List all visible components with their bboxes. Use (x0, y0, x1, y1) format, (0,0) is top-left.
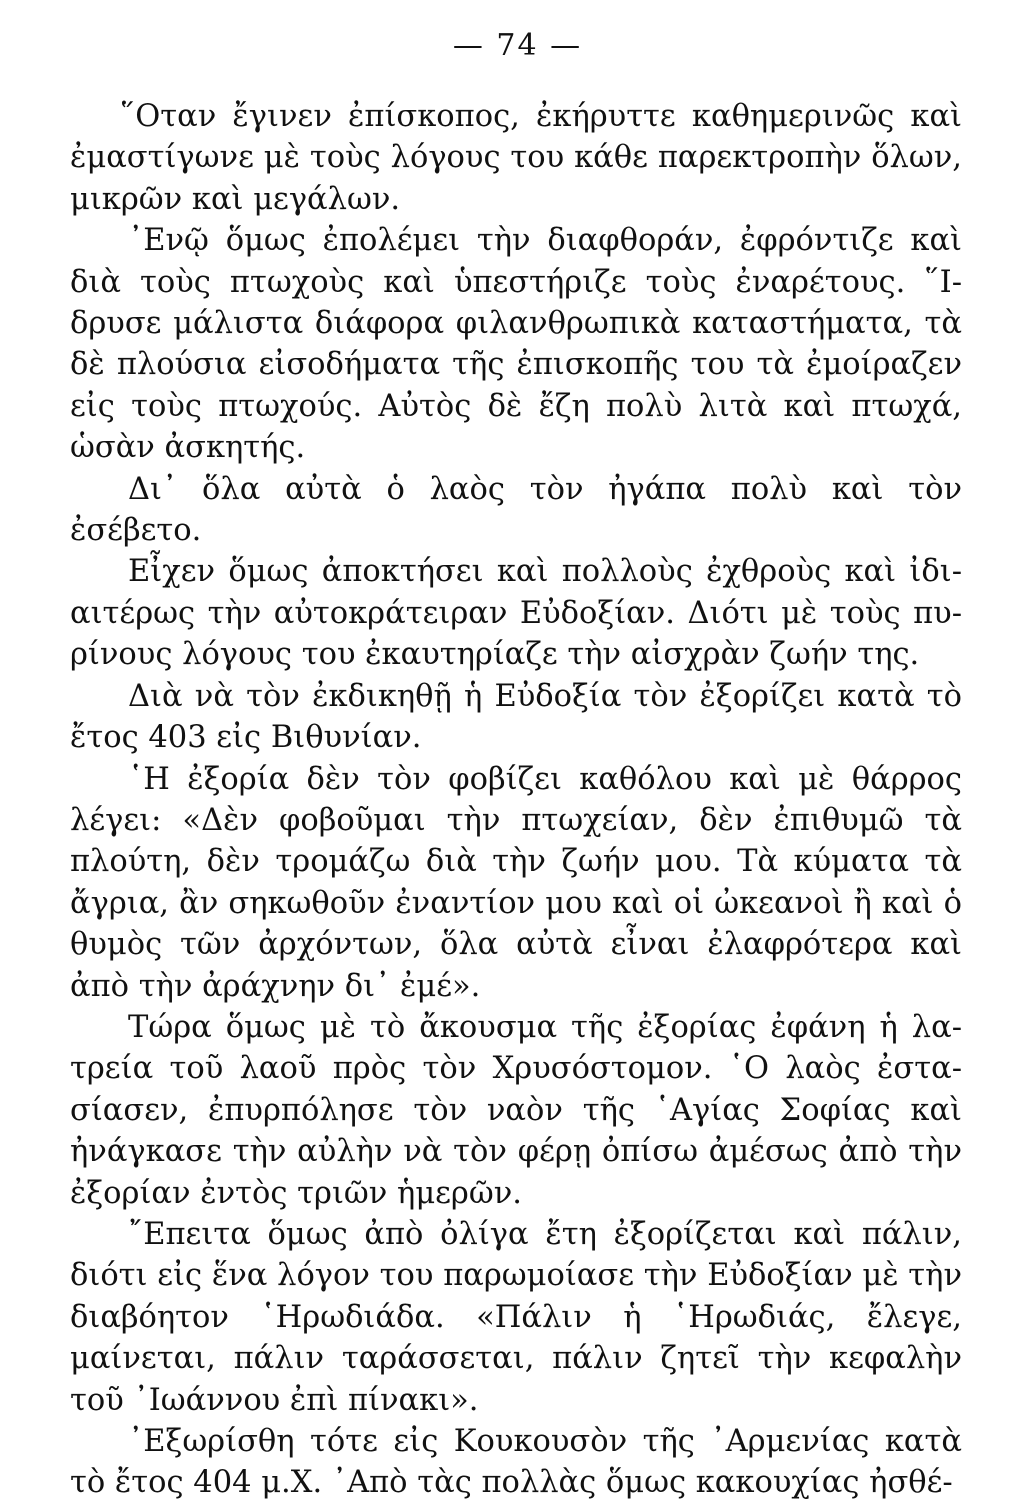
body-text (70, 96, 962, 1504)
paragraph: Εἶχεν ὅμως ἀποκτήσει καὶ πολλοὺς ἐχθροὺς καὶ ἰδιαιτέρως τὴν αὐτοκράτειραν Εὐδοξίαν. Διότι μὲ τοὺς πυρίνους λόγους του ἐκαυτηρίαζε τὴν αἰσχρὰν ζωήν της. (70, 554, 962, 673)
paragraph: ᾿Ενῷ ὅμως ἐπολέμει τὴν διαφθοράν, ἐφρόντιζε καὶ διὰ τοὺς πτωχοὺς καὶ ὑπεστήριζε τοὺς ἐναρέτους. ῞Ιδρυσε μάλιστα διάφορα φιλανθρωπικὰ καταστήματα, τὰ δὲ πλούσια εἰσοδήματα τῆς ἐπισκοπῆς του τὰ ἐμοίραζεν εἰς τοὺς πτωχούς. Αὐτὸς δὲ ἔζη πολὺ λιτὰ καὶ πτωχά, ὡσὰν ἀσκητής. (70, 223, 962, 466)
paragraph: ῞Οταν ἔγινεν ἐπίσκοπος, ἐκήρυττε καθημερινῶς καὶ ἐμαστίγωνε μὲ τοὺς λόγους του κάθε παρεκτροπὴν ὅλων, μικρῶν καὶ μεγάλων. (70, 99, 962, 217)
paragraph: ῎Επειτα ὅμως ἀπὸ ὀλίγα ἔτη ἐξορίζεται καὶ πάλιν, διότι εἰς ἕνα λόγον του παρωμοίασε τὴν Εὐδοξίαν μὲ τὴν διαβόητον ῾Ηρωδιάδα. «Πάλιν ἡ ῾Ηρωδιάς, ἔλεγε, μαίνεται, πάλιν ταράσσεται, πάλιν ζητεῖ τὴν κεφαλὴν τοῦ ᾿Ιωάννου ἐπὶ πίνακι». (70, 1216, 962, 1418)
paragraph: ῾Η ἐξορία δὲν τὸν φοβίζει καθόλου καὶ μὲ θάρρος λέγει: «Δὲν φοβοῦμαι τὴν πτωχείαν, δὲν ἐπιθυμῶ τὰ πλούτη, δὲν τρομάζω διὰ τὴν ζωήν μου. Τὰ κύματα τὰ ἄγρια, ἂν σηκωθοῦν ἐναντίον μου καὶ οἱ ὠκεανοὶ ἢ καὶ ὁ θυμὸς τῶν ἀρχόντων, ὅλα αὐτὰ εἶναι ἐλαφρότερα καὶ ἀπὸ τὴν ἀράχνην δι᾿ ἐμέ». (70, 761, 962, 1004)
paragraph: Δι᾿ ὅλα αὐτὰ ὁ λαὸς τὸν ἠγάπα πολὺ καὶ τὸν ἐσέβετο. (70, 471, 962, 549)
paragraph: Διὰ νὰ τὸν ἐκδικηθῇ ἡ Εὐδοξία τὸν ἐξορίζει κατὰ τὸ ἔτος 403 εἰς Βιθυνίαν. (70, 678, 962, 756)
page-number: — 74 — (452, 28, 583, 63)
paragraph: ᾿Εξωρίσθη τότε εἰς Κουκουσὸν τῆς ᾿Αρμενίας κατὰ τὸ ἔτος 404 μ.Χ. ᾿Απὸ τὰς πολλὰς ὅμως κακουχίας ἠσθέ- (70, 1424, 962, 1501)
paragraph: Τώρα ὅμως μὲ τὸ ἄκουσμα τῆς ἐξορίας ἐφάνη ἡ λατρεία τοῦ λαοῦ πρὸς τὸν Χρυσόστομον. ῾Ο λαὸς ἐστασίασεν, ἐπυρπόλησε τὸν ναὸν τῆς ῾Αγίας Σοφίας καὶ ἠνάγκασε τὴν αὐλὴν νὰ τὸν φέρῃ ὀπίσω ἀμέσως ἀπὸ τὴν ἐξορίαν ἐντὸς τριῶν ἡμερῶν. (70, 1009, 962, 1211)
